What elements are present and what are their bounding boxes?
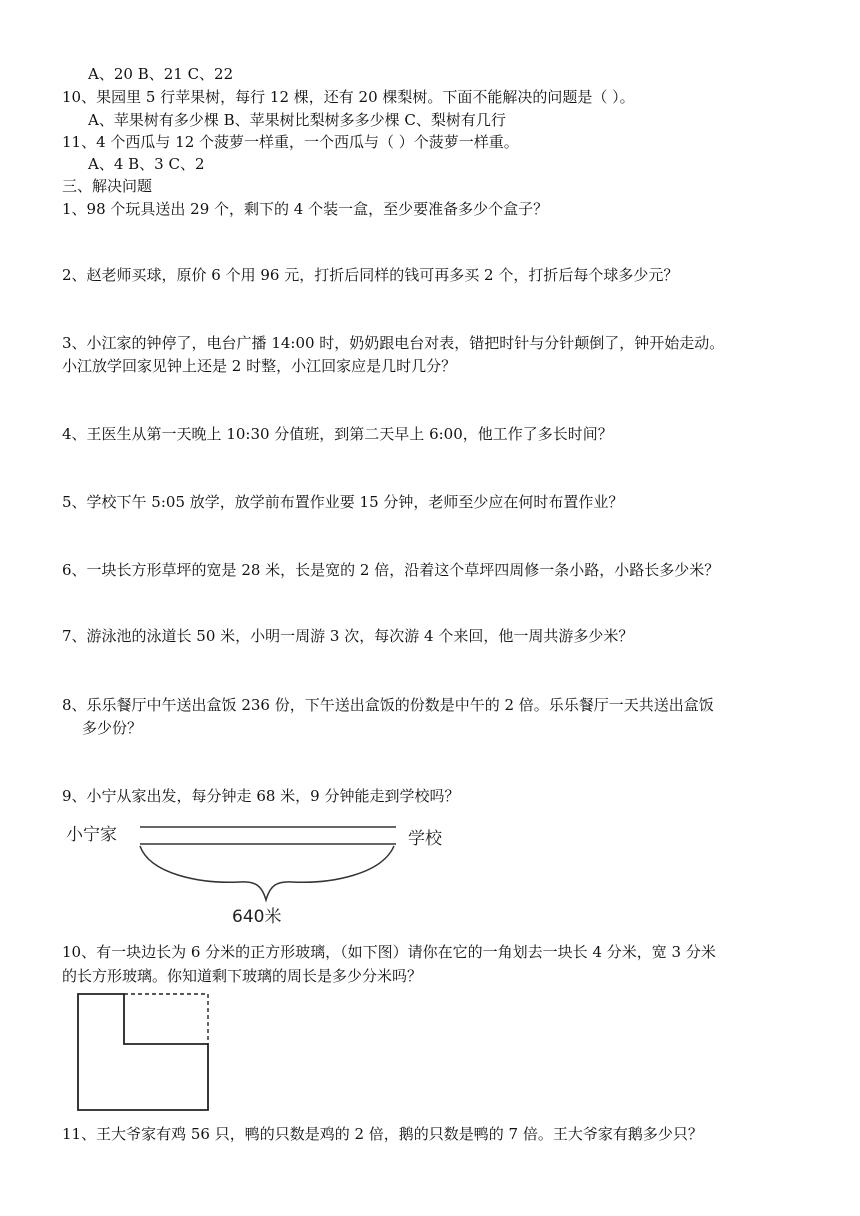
distance-brace (140, 846, 394, 900)
problem-6: 6、一块长方形草坪的宽是 28 米，长是宽的 2 倍，沿着这个草坪四周修一条小路，小路长多少米？ (62, 561, 720, 579)
problem-5: 5、学校下午 5:05 放学，放学前布置作业要 15 分钟，老师至少应在何时布置作业？ (62, 493, 624, 511)
problem-9: 9、小宁从家出发，每分钟走 68 米，9 分钟能走到学校吗？ (62, 787, 460, 805)
problem-10-line-1: 10、有一块边长为 6 分米的正方形玻璃，（如下图）请你在它的一角划去一块长 4 分米，宽 3 分米 (62, 943, 716, 961)
problem-7: 7、游泳池的泳道长 50 米，小明一周游 3 次，每次游 4 个来回，他一周共游多少米？ (62, 627, 634, 645)
problem-10-line-2: 的长方形玻璃。你知道剩下玻璃的周长是多少分米吗？ (62, 967, 423, 985)
question-10-mc: 10、果园里 5 行苹果树，每行 12 棵，还有 20 棵梨树。下面不能解决的问题是（ ）。 (62, 88, 635, 106)
section-title: 三、解决问题 (62, 177, 153, 195)
distance-label: 640米 (232, 907, 282, 927)
problem-3-line-2: 小江放学回家见钟上还是 2 时整，小江回家应是几时几分？ (62, 357, 457, 375)
remaining-glass-shape (78, 994, 208, 1110)
q9-options: A、20 B、21 C、22 (88, 65, 234, 83)
glass-diagram (76, 992, 214, 1114)
problem-8-line-1: 8、乐乐餐厅中午送出盒饭 236 份，下午送出盒饭的份数是中午的 2 倍。乐乐餐厅一天共送出盒饭 (62, 696, 714, 714)
route-diagram (60, 814, 480, 930)
problem-11: 11、王大爷家有鸡 56 只，鸭的只数是鸡的 2 倍，鹅的只数是鸭的 7 倍。王大爷家有鹅多少只？ (62, 1125, 703, 1143)
q11-options: A、4 B、3 C、2 (88, 155, 205, 173)
question-11-mc: 11、4 个西瓜与 12 个菠萝一样重，一个西瓜与（ ）个菠萝一样重。 (62, 133, 519, 151)
removed-corner-outline (124, 994, 208, 1044)
problem-8-line-2: 多少份？ (82, 719, 143, 737)
problem-2: 2、赵老师买球，原价 6 个用 96 元，打折后同样的钱可再多买 2 个，打折后每个球多少元？ (62, 266, 679, 284)
problem-1: 1、98 个玩具送出 29 个，剩下的 4 个装一盒，至少要准备多少个盒子？ (62, 200, 549, 218)
problem-3-line-1: 3、小江家的钟停了，电台广播 14:00 时，奶奶跟电台对表，错把时针与分针颠倒了，钟开始走动。 (62, 334, 725, 352)
school-label: 学校 (408, 829, 442, 849)
q10-options: A、苹果树有多少棵 B、苹果树比梨树多多少棵 C、梨树有几行 (88, 111, 506, 129)
home-label: 小宁家 (66, 825, 117, 845)
problem-4: 4、王医生从第一天晚上 10:30 分值班，到第二天早上 6:00，他工作了多长时间？ (62, 425, 613, 443)
